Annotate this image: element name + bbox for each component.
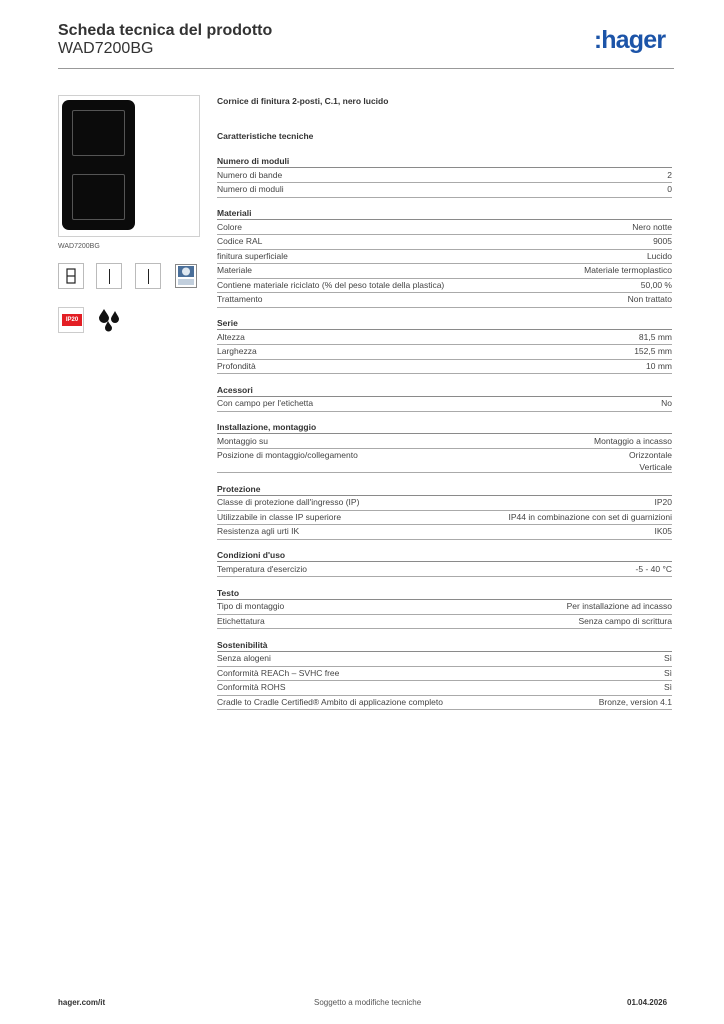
image-caption: WAD7200BG (58, 243, 100, 250)
spec-value: Bronze, version 4.1 (598, 696, 672, 707)
spec-value: Non trattato (627, 294, 672, 304)
spec-row (217, 667, 672, 682)
spec-row (217, 435, 672, 450)
spec-label: Larghezza (217, 346, 257, 356)
spec-value: 10 mm (646, 360, 672, 371)
spec-label: Posizione di montaggio/collegamento (217, 450, 358, 460)
spec-value: Sì (663, 667, 672, 678)
spec-label: Classe di protezione dall'ingresso (IP) (217, 497, 360, 507)
spec-label: Colore (217, 221, 243, 232)
characteristics-title: Caratteristiche tecniche (217, 131, 314, 141)
frame-graphic (62, 100, 135, 230)
spec-row (217, 360, 672, 375)
spec-label: Resistenza agli urti IK (217, 526, 300, 536)
spec-row (217, 496, 672, 511)
band-icon (96, 263, 122, 289)
spec-row (217, 169, 672, 184)
spec-label: Cradle to Cradle Certified® Ambito di applicazione completo (217, 696, 443, 707)
spec-label: Utilizzabile in classe IP superiore (217, 511, 342, 522)
spec-row (217, 696, 672, 711)
spec-label: Tipo di montaggio (217, 601, 285, 611)
spec-label: finitura superficiale (217, 250, 288, 261)
spec-label: Trattamento (217, 294, 263, 304)
band-icon (135, 263, 161, 289)
spec-row (217, 331, 672, 346)
spec-label: Numero di bande (217, 169, 283, 180)
product-code: WAD7200BG (58, 40, 154, 57)
spec-value: No (661, 398, 672, 408)
footer-note: Soggetto a modifiche tecniche (314, 998, 422, 1007)
spec-row (217, 293, 672, 308)
spec-label: Conformità ROHS (217, 682, 286, 692)
spec-label: Numero di moduli (217, 184, 284, 194)
water-drops-icon (96, 305, 124, 338)
section-heading: Sostenibilità (217, 640, 672, 652)
section-heading: Protezione (217, 484, 672, 496)
spec-value: IP44 in combinazione con set di guarnizioni (508, 511, 672, 522)
spec-label: Contiene materiale riciclato (% del peso totale della plastica) (217, 279, 445, 290)
spec-value: Orizzontale Verticale (629, 450, 672, 472)
section-heading: Testo (217, 588, 672, 600)
spec-row (217, 525, 672, 540)
spec-value: 152,5 mm (634, 346, 672, 356)
spec-label: Codice RAL (217, 236, 263, 246)
spec-row (217, 264, 672, 279)
spec-row (217, 279, 672, 294)
spec-row (217, 615, 672, 630)
spec-value: 2 (667, 169, 672, 180)
spec-value: IP20 (654, 497, 672, 507)
spec-row (217, 250, 672, 265)
spec-row (217, 449, 672, 473)
spec-value: Senza campo di scrittura (578, 615, 672, 626)
spec-row (217, 681, 672, 696)
section-heading: Numero di moduli (217, 156, 672, 168)
cradle-to-cradle-icon (175, 264, 197, 293)
spec-row (217, 183, 672, 198)
spec-label: Altezza (217, 331, 245, 342)
spec-value: Per installazione ad incasso (566, 601, 672, 611)
spec-label: Montaggio su (217, 435, 269, 446)
spec-row (217, 563, 672, 578)
spec-value: Materiale termoplastico (584, 265, 672, 275)
spec-label: Senza alogeni (217, 653, 271, 663)
hager-logo: :hager (594, 26, 666, 54)
modules-icon (58, 263, 84, 289)
section-heading: Installazione, montaggio (217, 422, 672, 434)
product-image (58, 95, 200, 237)
section-heading: Materiali (217, 208, 672, 220)
spec-value: Montaggio a incasso (594, 435, 672, 446)
spec-row (217, 397, 672, 412)
spec-value: 81,5 mm (638, 331, 672, 342)
section-heading: Serie (217, 318, 672, 330)
spec-row (217, 652, 672, 667)
spec-row (217, 600, 672, 615)
spec-value: Nero notte (632, 221, 672, 232)
spec-label: Conformità REACh – SVHC free (217, 667, 340, 678)
spec-label: Materiale (217, 265, 252, 275)
spec-value: Lucido (646, 250, 672, 261)
product-name: Cornice di finitura 2-posti, C.1, nero lucido (217, 96, 389, 106)
spec-value: Sì (663, 682, 672, 692)
spec-row (217, 511, 672, 526)
section-heading: Acessori (217, 385, 672, 397)
ip-badge: IP20 (62, 314, 82, 326)
spec-value: IK05 (654, 526, 672, 536)
spec-value: 50,00 % (640, 279, 672, 290)
spec-row (217, 345, 672, 360)
spec-row (217, 221, 672, 236)
spec-row (217, 235, 672, 250)
footer-date: 01.04.2026 (627, 998, 668, 1007)
section-heading: Condizioni d'uso (217, 550, 672, 562)
spec-value: 0 (667, 184, 672, 194)
header-divider (58, 68, 674, 69)
footer-website[interactable]: hager.com/it (58, 998, 106, 1007)
spec-label: Profondità (217, 360, 256, 371)
spec-value: 9005 (653, 236, 672, 246)
spec-label: Temperatura d'esercizio (217, 563, 307, 574)
spec-label: Etichettatura (217, 615, 265, 626)
spec-label: Con campo per l'etichetta (217, 398, 314, 408)
page-title: Scheda tecnica del prodotto (58, 22, 273, 39)
spec-value: -5 - 40 °C (635, 563, 672, 574)
spec-value: Sì (663, 653, 672, 663)
